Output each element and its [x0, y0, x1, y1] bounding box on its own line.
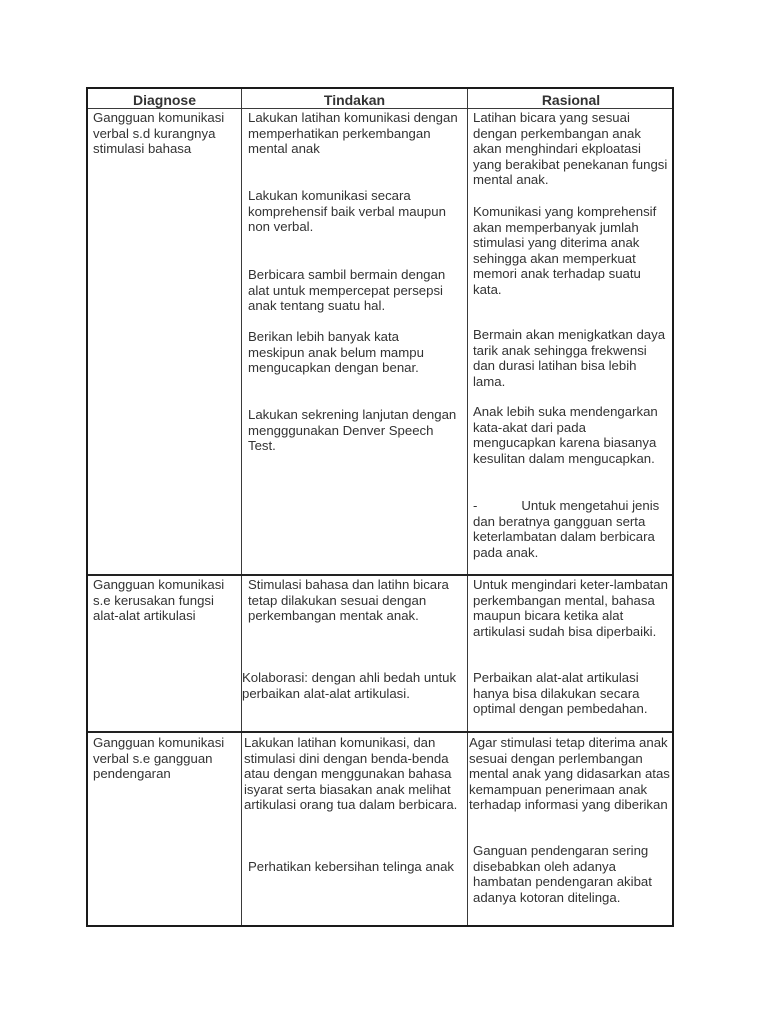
row1-tindakan-item: Berikan lebih banyak kata meskipun anak belum mampu mengucapkan dengan benar.	[248, 329, 424, 376]
row1-tindakan-item: Berbicara sambil bermain dengan alat untuk mempercepat persepsi anak tentang suatu hal.	[248, 267, 446, 314]
row1-tindakan-item: Lakukan latihan komunikasi dengan memperhatikan perkembangan mental anak	[248, 110, 458, 157]
header-diagnose: Diagnose	[132, 92, 196, 108]
row2-diagnose: Gangguan komunikasi s.e kerusakan fungsi alat-alat artikulasi	[93, 577, 225, 624]
header-rasional: Rasional	[541, 92, 601, 108]
row1-rasional-dash: -	[473, 498, 478, 513]
care-plan-table	[86, 87, 674, 927]
column-divider-1	[241, 89, 242, 925]
row3-tindakan-item: Perhatikan kebersihan telinga anak	[248, 859, 455, 874]
row2-tindakan-item: Kolaborasi: dengan ahli bedah untuk perbaikan alat-alat artikulasi.	[242, 670, 457, 701]
row1-rasional-item: Anak lebih suka mendengarkan kata-akat dari pada mengucapkan karena biasanya kesulitan dalam mengucapkan.	[473, 404, 658, 466]
row-divider-1	[88, 574, 672, 576]
row2-rasional-item: Perbaikan alat-alat artikulasi hanya bisa dilakukan secara optimal dengan pembedahan.	[473, 670, 648, 717]
row1-rasional-item	[473, 498, 671, 560]
column-divider-2	[467, 89, 468, 925]
row-divider-2	[88, 731, 672, 733]
row2-rasional-item: Untuk mengindari keter-lambatan perkembangan mental, bahasa maupun bicara ketika alat artikulasi sudah bisa diperbaiki.	[473, 577, 668, 639]
row1-rasional-item: Komunikasi yang komprehensif akan memperbanyak jumlah stimulasi yang diterima anak sehingga akan memperkuat memori anak terhadap suatu kata.	[473, 204, 657, 297]
row1-rasional-item: Latihan bicara yang sesuai dengan perkembangan anak akan menghindari ekploatasi yang berakibat penekanan fungsi mental anak.	[473, 110, 668, 188]
row1-rasional-text: Untuk mengetahui jenis dan beratnya gangguan serta keterlambatan dalam berbicara pada anak.	[473, 498, 660, 560]
row1-tindakan-item: Lakukan komunikasi secara komprehensif baik verbal maupun non verbal.	[248, 188, 446, 235]
row1-rasional-item: Bermain akan menigkatkan daya tarik anak sehingga frekwensi dan durasi latihan bisa lebih lama.	[473, 327, 666, 389]
row3-rasional-item: Agar stimulasi tetap diterima anak sesuai dengan perlembangan mental anak yang didasarkan atas kemampuan penerimaan anak terhadap informasi yang diberikan	[469, 735, 670, 813]
row2-tindakan-item: Stimulasi bahasa dan latihn bicara tetap dilakukan sesuai dengan perkembangan mentak anak.	[248, 577, 449, 624]
row3-rasional-item: Ganguan pendengaran sering disebabkan oleh adanya hambatan pendengaran akibat adanya kotoran ditelinga.	[473, 843, 652, 905]
header-tindakan: Tindakan	[323, 92, 386, 108]
row3-tindakan-item: Lakukan latihan komunikasi, dan stimulasi dini dengan benda-benda atau dengan menggunakan bahasa isyarat serta biasakan anak melihat artikulasi orang tua dalam berbicara.	[244, 735, 458, 813]
row1-diagnose: Gangguan komunikasi verbal s.d kurangnya stimulasi bahasa	[93, 110, 225, 157]
row3-diagnose: Gangguan komunikasi verbal s.e gangguan pendengaran	[93, 735, 225, 782]
row1-tindakan-item: Lakukan sekrening lanjutan dengan mengggunakan Denver Speech Test.	[248, 407, 457, 454]
